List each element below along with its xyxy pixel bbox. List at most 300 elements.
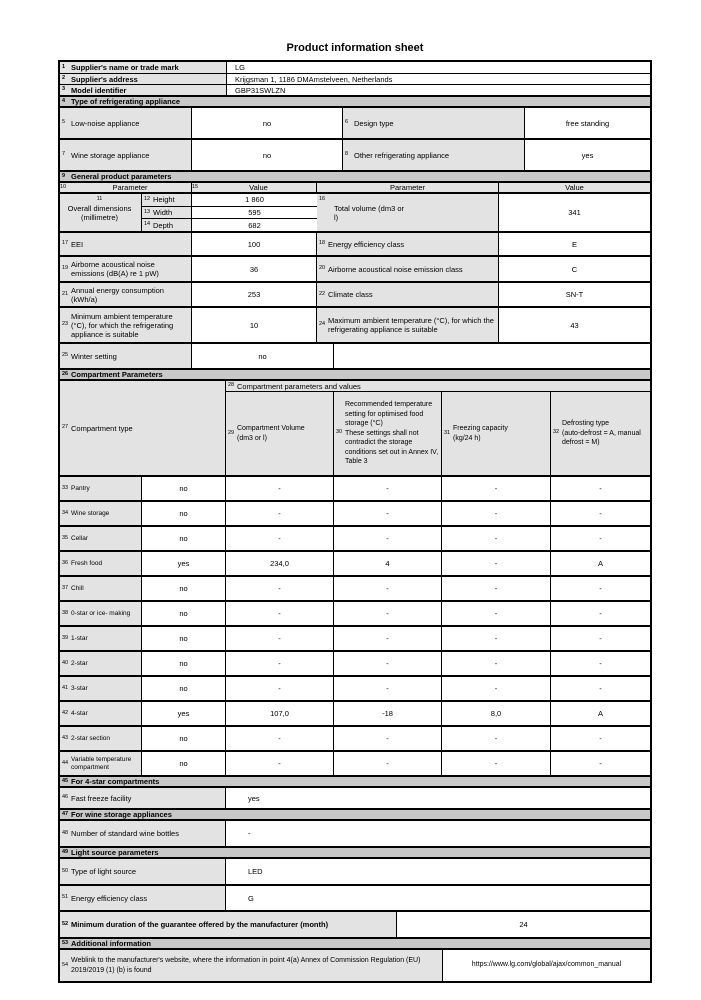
compartment-volume-value: - (226, 602, 334, 625)
section-title: Type of refrigerating appliance (71, 97, 181, 106)
row-ambient-temperature (60, 306, 650, 342)
row-number: 33 (62, 484, 69, 491)
compartment-name-cell (60, 727, 142, 750)
compartment-name-cell (60, 502, 142, 525)
compartment-name-cell (60, 602, 142, 625)
compartment-volume-value: - (226, 527, 334, 550)
compartment-row (60, 600, 650, 625)
section-header-cell (60, 370, 650, 379)
compartment-present-value: no (142, 677, 226, 700)
row-number: 19 (62, 265, 69, 272)
compartment-name: Chill (71, 584, 84, 592)
row-number: 51 (62, 894, 69, 901)
row-supplier-name (60, 62, 650, 73)
compartment-temperature-value: - (334, 627, 442, 650)
climate-class-value: SN-T (565, 290, 584, 299)
compartment-row (60, 675, 650, 700)
compartment-name: Cellar (71, 534, 88, 542)
compartment-row (60, 500, 650, 525)
compartment-name: 4-star (71, 709, 88, 717)
section-general-parameters (60, 170, 650, 181)
section-header-cell (60, 810, 650, 819)
light-energy-class-label-cell (60, 886, 226, 910)
compartment-name-cell (60, 477, 142, 500)
low-noise-label: Low-noise appliance (71, 118, 140, 128)
noise-class-label: Airborne acoustical noise emission class (328, 264, 463, 274)
other-appliance-label-cell (343, 140, 525, 170)
compartment-present-value: no (142, 502, 226, 525)
model-identifier-label-cell (60, 85, 227, 95)
wine-storage-value: no (192, 140, 343, 170)
compartment-row (60, 475, 650, 500)
compartment-present-value: no (142, 752, 226, 775)
section-title: Additional information (71, 939, 151, 948)
compartment-row (60, 725, 650, 750)
compartment-temperature-value: - (334, 727, 442, 750)
annual-energy-label-cell (60, 283, 192, 306)
section-title: Light source parameters (71, 848, 159, 857)
compartment-freezing-value: - (442, 577, 551, 600)
row-number: 15 (192, 183, 199, 190)
compartment-name: Fresh food (71, 559, 103, 567)
compartment-defrost-value: - (599, 659, 602, 668)
light-energy-class-label: Energy efficiency class (71, 893, 148, 903)
noise-class-value: C (571, 264, 578, 274)
compartment-volume-value: 107,0 (226, 702, 334, 725)
max-ambient-label-cell (317, 308, 499, 342)
section-header-cell (60, 172, 650, 181)
parameter-header-left-cell (60, 183, 192, 192)
defrost-column-header-cell (551, 392, 650, 475)
low-noise-label-cell (60, 108, 192, 138)
fast-freeze-label: Fast freeze facility (71, 793, 132, 803)
row-number: 38 (62, 609, 69, 616)
compartment-defrost-value: - (599, 484, 602, 493)
compartment-freezing-value: - (442, 677, 551, 700)
compartment-type-header-cell (60, 381, 226, 475)
row-number: 52 (62, 920, 69, 927)
section-header-cell (60, 939, 650, 948)
row-winter-setting (60, 342, 650, 368)
compartment-name-cell (60, 527, 142, 550)
row-number: 21 (62, 290, 69, 297)
compartment-temperature-value: - (334, 652, 442, 675)
compartment-volume-value: - (226, 727, 334, 750)
row-parameter-value-header (60, 181, 650, 192)
wine-bottles-label-cell (60, 821, 226, 846)
compartment-row (60, 700, 650, 725)
freezing-column-header-cell (442, 392, 551, 475)
compartment-rows (60, 475, 650, 775)
section-type-of-appliance (60, 95, 650, 106)
compartment-defrost-value: - (599, 509, 602, 518)
row-number: 46 (62, 794, 69, 801)
compartment-row (60, 525, 650, 550)
overall-dimensions-label: Overall dimensions (millimetre) (67, 203, 132, 222)
light-source-type-value: LED (248, 867, 263, 876)
row-number: 2 (62, 75, 66, 82)
noise-class-label-cell (317, 257, 499, 281)
row-annual-energy (60, 281, 650, 306)
supplier-name-value: LG (235, 63, 246, 72)
volume-column-header: Compartment Volume (dm3 or l) (237, 425, 305, 442)
compartment-name: 3-star (71, 684, 88, 692)
depth-label: Depth (153, 220, 174, 230)
compartment-present-value: no (142, 627, 226, 650)
row-number: 20 (319, 265, 326, 272)
row-number: 40 (62, 659, 69, 666)
row-number: 48 (62, 829, 69, 836)
compartment-name: Variable temperature compartment (71, 755, 132, 771)
row-number: 27 (62, 424, 69, 431)
fast-freeze-value: yes (248, 793, 260, 803)
row-number: 22 (319, 290, 326, 297)
row-number: 13 (144, 208, 151, 215)
wine-bottles-value: - (248, 829, 251, 838)
section-additional-information (60, 937, 650, 948)
min-ambient-value: 10 (192, 308, 317, 342)
dimension-height-row (142, 194, 317, 206)
compartment-name: Pantry (71, 484, 90, 492)
compartment-type-header: Compartment type (71, 423, 133, 433)
eei-label-cell (60, 233, 192, 255)
compartment-temperature-value: - (334, 502, 442, 525)
value-header-right: Value (499, 183, 650, 192)
design-type-label-cell (343, 108, 525, 138)
defrost-header-line2: (auto-defrost = A, manual defrost = M) (562, 429, 641, 447)
model-identifier-label: Model identifier (71, 85, 127, 95)
row-number: 5 (62, 119, 66, 126)
supplier-address-value: Krijgsman 1, 1186 DMAmstelveen, Netherlands (235, 74, 393, 84)
weblink-label-cell (60, 950, 443, 981)
section-title: Compartment Parameters (71, 370, 163, 379)
supplier-name-label-cell (60, 62, 227, 73)
eei-label: EEI (71, 239, 84, 249)
total-volume-label: Total volume (dm3 or l) (334, 203, 405, 222)
depth-value: 682 (248, 220, 261, 230)
winter-setting-value: no (192, 344, 334, 368)
row-number: 45 (62, 777, 69, 784)
compartment-freezing-value: - (442, 502, 551, 525)
compartment-row (60, 750, 650, 775)
compartment-present-value: no (142, 652, 226, 675)
section-header-cell (60, 97, 650, 106)
overall-dimensions-label-cell (60, 194, 142, 231)
row-noise-emissions (60, 255, 650, 281)
row-number: 23 (62, 321, 69, 328)
row-wine-storage-appliance (60, 138, 650, 170)
height-label-cell (142, 194, 192, 206)
dimensions-subtable (142, 194, 317, 231)
wine-storage-label-cell (60, 140, 192, 170)
compartment-defrost-value: - (599, 684, 602, 693)
compartment-defrost-value: - (599, 609, 602, 618)
row-number: 1 (62, 63, 66, 70)
compartment-row (60, 550, 650, 575)
row-number: 17 (62, 240, 69, 247)
row-low-noise (60, 106, 650, 138)
compartment-name: 0-star or ice- making (71, 609, 131, 617)
row-light-source-type (60, 857, 650, 884)
compartment-name: 2-star section (71, 734, 111, 742)
page-title: Product information sheet (286, 42, 424, 54)
climate-class-label: Climate class (328, 290, 373, 299)
row-number: 35 (62, 534, 69, 541)
compartment-defrost-value: - (599, 634, 602, 643)
compartment-name: 1-star (71, 634, 88, 642)
row-number: 53 (62, 939, 69, 946)
dimension-depth-row (142, 218, 317, 231)
compartment-present-value: yes (142, 702, 226, 725)
row-number: 7 (62, 151, 66, 158)
fast-freeze-label-cell (60, 788, 226, 808)
compartment-name-cell (60, 752, 142, 775)
row-fast-freeze (60, 786, 650, 808)
row-number: 28 (228, 382, 235, 389)
row-number: 25 (62, 352, 69, 359)
compartment-volume-value: - (226, 477, 334, 500)
row-number: 24 (319, 321, 326, 328)
compartment-present-value: no (142, 602, 226, 625)
compartment-temperature-value: - (334, 527, 442, 550)
row-number: 41 (62, 684, 69, 691)
section-header-cell (60, 777, 650, 786)
value-header-left: Value (249, 183, 268, 192)
height-label: Height (153, 195, 175, 205)
total-volume-label-cell (317, 194, 499, 231)
winter-setting-label-cell (60, 344, 192, 368)
weblink-label: Weblink to the manufacturer's website, where the information in point 4(a) Annex of Commission Regulation (EU) 2019/2019 (1) (b) is found (71, 957, 421, 974)
climate-class-label-cell (317, 283, 499, 306)
row-weblink (60, 948, 650, 981)
row-number: 6 (345, 119, 349, 126)
compartment-defrost-value: A (597, 559, 603, 568)
parameter-header-left: Parameter (112, 183, 148, 192)
row-number: 34 (62, 509, 69, 516)
compartment-name-cell (60, 702, 142, 725)
compartment-freezing-value: - (442, 752, 551, 775)
compartment-freezing-value: - (442, 652, 551, 675)
compartment-volume-value: - (226, 652, 334, 675)
compartment-temperature-value: - (334, 752, 442, 775)
compartment-temperature-value: 4 (334, 552, 442, 575)
min-ambient-label-cell (60, 308, 192, 342)
compartment-column-headers (226, 392, 650, 475)
row-number: 47 (62, 810, 69, 817)
row-light-energy-class (60, 884, 650, 910)
compartment-present-value: no (142, 527, 226, 550)
compartment-temperature-value: - (334, 677, 442, 700)
compartment-volume-value: - (226, 502, 334, 525)
row-number: 31 (444, 429, 451, 436)
low-noise-value: no (192, 108, 343, 138)
width-value: 595 (248, 208, 261, 217)
compartment-present-value: no (142, 477, 226, 500)
supplier-address-label-cell (60, 74, 227, 84)
freezing-column-header: Freezing capacity (kg/24 h) (453, 425, 508, 442)
row-number: 32 (553, 428, 560, 435)
supplier-address-label: Supplier's address (71, 74, 138, 84)
compartment-values-header (226, 381, 650, 475)
product-info-table (58, 60, 652, 983)
compartment-volume-value: - (226, 752, 334, 775)
compartment-freezing-value: - (442, 727, 551, 750)
compartment-name: 2-star (71, 659, 88, 667)
annual-energy-label: Annual energy consumption (kWh/a) (71, 285, 164, 304)
compartment-row (60, 575, 650, 600)
temperature-column-header-cell (334, 392, 442, 475)
value-header-left-cell (192, 183, 317, 192)
row-number: 10 (60, 183, 67, 190)
volume-column-header-cell (226, 392, 334, 475)
compartment-defrost-value: - (599, 584, 602, 593)
noise-label-cell (60, 257, 192, 281)
eei-value: 100 (192, 233, 317, 255)
max-ambient-label: Maximum ambient temperature (°C), for which the refrigerating appliance is suitable (328, 316, 494, 334)
design-type-value: free standing (565, 118, 610, 128)
guarantee-value: 24 (519, 920, 528, 929)
empty-cell (334, 344, 650, 368)
guarantee-label: Minimum duration of the guarantee offered by the manufacturer (month) (71, 920, 329, 929)
section-four-star (60, 775, 650, 786)
row-number: 43 (62, 734, 69, 741)
row-number: 49 (62, 848, 69, 855)
row-number: 14 (144, 221, 151, 228)
compartment-name-cell (60, 577, 142, 600)
model-identifier-value: GBP31SWLZN (235, 85, 286, 95)
depth-label-cell (142, 219, 192, 231)
temperature-header-line2: These settings shall not contradict the storage conditions set out in Annex IV, Table 3 (345, 429, 439, 466)
compartment-temperature-value: -18 (334, 702, 442, 725)
section-title: For wine storage appliances (71, 810, 172, 819)
compartment-row (60, 650, 650, 675)
row-number: 50 (62, 867, 69, 874)
compartment-temperature-value: - (334, 602, 442, 625)
compartment-defrost-value: - (599, 734, 602, 743)
row-supplier-address (60, 73, 650, 84)
compartment-freezing-value: - (442, 477, 551, 500)
row-number: 36 (62, 559, 69, 566)
row-number: 29 (228, 429, 235, 436)
row-overall-dimensions (60, 192, 650, 231)
row-wine-bottles (60, 819, 650, 846)
width-label-cell (142, 207, 192, 219)
compartment-table-header (60, 379, 650, 475)
dimension-width-row (142, 206, 317, 219)
compartment-row (60, 625, 650, 650)
compartment-volume-value: - (226, 627, 334, 650)
wine-bottles-label: Number of standard wine bottles (71, 829, 179, 838)
row-number: 37 (62, 584, 69, 591)
energy-class-label: Energy efficiency class (328, 239, 405, 249)
compartment-present-value: yes (142, 552, 226, 575)
compartment-volume-value: 234,0 (226, 552, 334, 575)
row-number: 3 (62, 86, 66, 93)
compartment-present-value: no (142, 727, 226, 750)
wine-storage-label: Wine storage appliance (71, 150, 150, 160)
section-title: General product parameters (71, 172, 172, 181)
row-number: 44 (62, 759, 69, 766)
energy-class-value: E (571, 239, 577, 249)
row-number: 8 (345, 151, 349, 158)
compartment-name-cell (60, 552, 142, 575)
compartment-temperature-value: - (334, 577, 442, 600)
row-number: 9 (62, 172, 66, 179)
row-guarantee (60, 910, 650, 937)
row-number: 11 (96, 196, 103, 202)
compartment-group-header-cell (226, 381, 650, 392)
light-source-type-label-cell (60, 859, 226, 884)
compartment-freezing-value: - (442, 552, 551, 575)
height-value: 1 860 (245, 195, 264, 205)
noise-value: 36 (192, 257, 317, 281)
defrost-header-line1: Defrosting type (562, 420, 610, 428)
compartment-defrost-value: - (599, 534, 602, 543)
light-energy-class-value: G (248, 893, 254, 903)
compartment-freezing-value: 8,0 (442, 702, 551, 725)
compartment-temperature-value: - (334, 477, 442, 500)
compartment-name: Wine storage (71, 509, 110, 517)
compartment-freezing-value: - (442, 602, 551, 625)
other-appliance-value: yes (581, 150, 594, 160)
parameter-header-right: Parameter (317, 183, 499, 192)
annual-energy-value: 253 (192, 283, 317, 306)
temperature-header-line1: Recommended temperature setting for optimised food storage (°C) (345, 401, 433, 428)
section-title: For 4-star compartments (71, 777, 160, 786)
compartment-freezing-value: - (442, 627, 551, 650)
compartment-volume-value: - (226, 577, 334, 600)
noise-label: Airborne acoustical noise emissions (dB(A) re 1 pW) (71, 260, 159, 278)
weblink-value[interactable]: https://www.lg.com/global/ajax/common_manual (471, 961, 622, 969)
guarantee-label-cell (60, 912, 397, 937)
section-wine-storage (60, 808, 650, 819)
row-number: 18 (319, 240, 326, 247)
row-number: 4 (62, 97, 66, 104)
light-source-type-label: Type of light source (71, 867, 137, 876)
section-compartment-parameters (60, 368, 650, 379)
compartment-freezing-value: - (442, 527, 551, 550)
row-number: 42 (62, 709, 69, 716)
row-model-identifier (60, 84, 650, 95)
compartment-defrost-value: A (597, 709, 603, 718)
row-number: 30 (336, 428, 343, 435)
row-number: 39 (62, 634, 69, 641)
energy-class-label-cell (317, 233, 499, 255)
compartment-group-header: Compartment parameters and values (237, 381, 361, 391)
section-header-cell (60, 848, 650, 857)
section-light-source (60, 846, 650, 857)
design-type-label: Design type (354, 118, 394, 128)
other-appliance-label: Other refrigerating appliance (354, 150, 450, 160)
total-volume-value: 341 (568, 208, 581, 217)
compartment-defrost-value: - (599, 759, 602, 768)
row-number: 12 (144, 196, 151, 203)
row-number: 16 (319, 196, 326, 202)
max-ambient-value: 43 (570, 320, 579, 330)
min-ambient-label: Minimum ambient temperature (°C), for which the refrigerating appliance is suitable (71, 311, 174, 339)
compartment-name-cell (60, 627, 142, 650)
row-number: 26 (62, 370, 69, 377)
compartment-present-value: no (142, 577, 226, 600)
supplier-name-label: Supplier's name or trade mark (71, 63, 179, 72)
compartment-name-cell (60, 677, 142, 700)
width-label: Width (153, 208, 173, 217)
winter-setting-label: Winter setting (71, 351, 117, 361)
compartment-volume-value: - (226, 677, 334, 700)
row-eei (60, 231, 650, 255)
row-number: 54 (62, 961, 69, 968)
compartment-name-cell (60, 652, 142, 675)
